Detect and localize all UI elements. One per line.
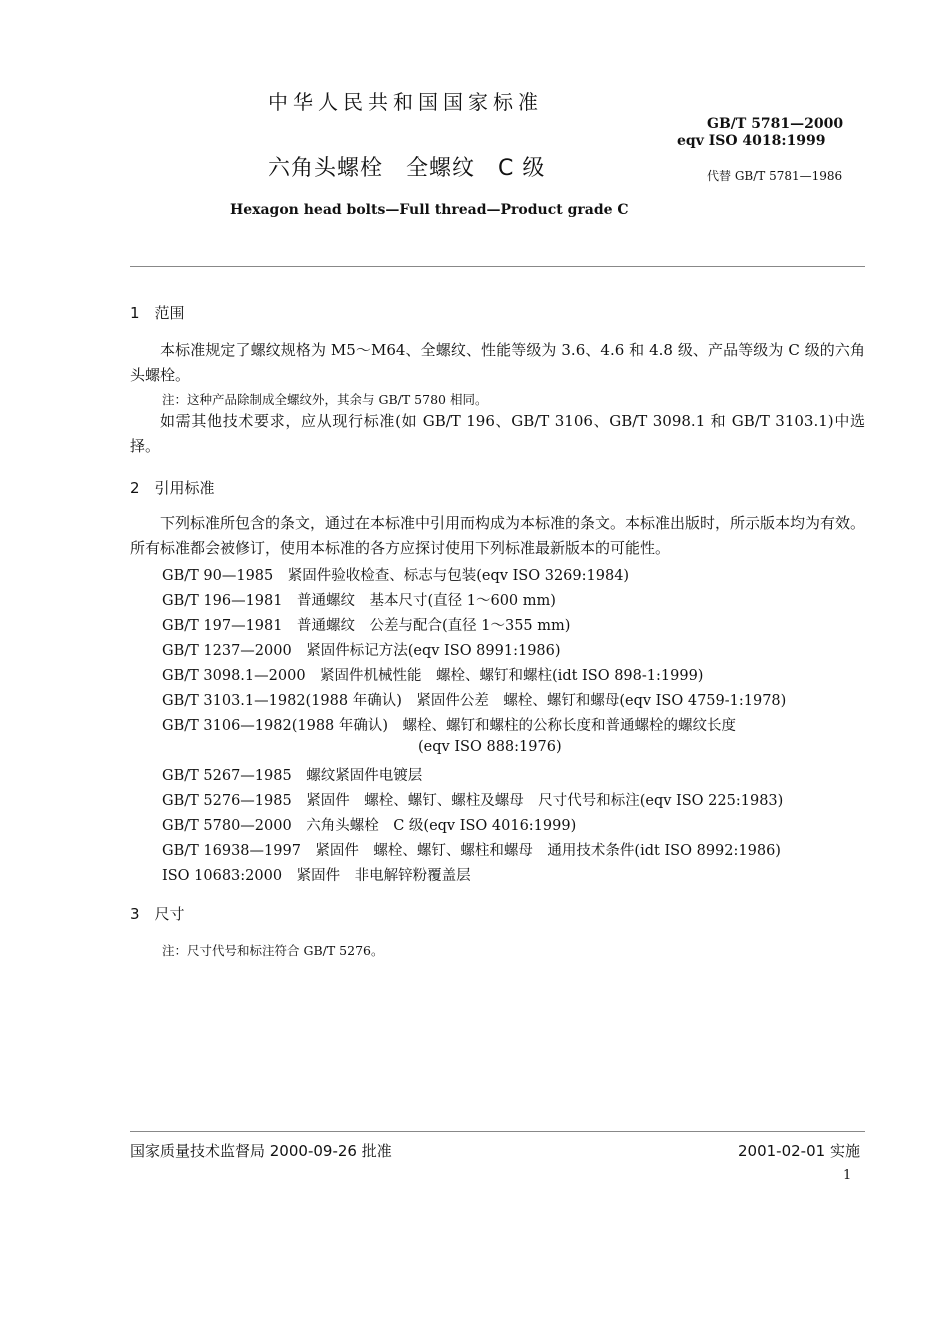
reference-item: GB/T 197—1981 普通螺纹 公差与配合(直径 1～355 mm)	[162, 618, 571, 634]
reference-item: GB/T 16938—1997 紧固件 螺栓、螺钉、螺柱和螺母 通用技术条件(idt ISO 8992:1986)	[162, 843, 781, 859]
section-1-paragraph-1: 本标准规定了螺纹规格为 M5～M64、全螺纹、性能等级为 3.6、4.6 和 4.8 级、产品等级为 C 级的六角头螺栓。	[130, 341, 865, 384]
document-title-chinese: 六角头螺栓 全螺纹 C 级	[268, 156, 546, 181]
replaces-standard: 代替 GB/T 5781—1986	[707, 169, 843, 183]
section-1-heading: 1 范围	[130, 304, 185, 322]
section-2-intro: 下列标准所包含的条文，通过在本标准中引用而构成为本标准的条文。本标准出版时，所示版本均为有效。所有标准都会被修订，使用本标准的各方应探讨使用下列标准最新版本的可能性。	[130, 514, 866, 557]
reference-item-continuation: (eqv ISO 888:1976)	[418, 739, 562, 755]
page-number: 1	[843, 1168, 852, 1183]
standard-number: GB/T 5781—2000	[707, 116, 844, 132]
reference-item: GB/T 5267—1985 螺纹紧固件电镀层	[162, 768, 423, 784]
section-2-heading: 2 引用标准	[130, 479, 215, 497]
section-1-note: 注：这种产品除制成全螺纹外，其余与 GB/T 5780 相同。	[162, 392, 488, 407]
reference-item: GB/T 3098.1—2000 紧固件机械性能 螺栓、螺钉和螺柱(idt ISO 898-1:1999)	[162, 668, 704, 684]
header-divider	[130, 266, 865, 267]
reference-item: GB/T 90—1985 紧固件验收检查、标志与包装(eqv ISO 3269:1984)	[162, 568, 630, 584]
implementation-date: 2001-02-01 实施	[738, 1142, 860, 1160]
national-standard-title: 中华人民共和国国家标准	[268, 90, 543, 114]
reference-item: GB/T 5780—2000 六角头螺栓 C 级(eqv ISO 4016:1999)	[162, 818, 577, 834]
approval-date: 国家质量技术监督局 2000-09-26 批准	[130, 1142, 392, 1160]
section-3-heading: 3 尺寸	[130, 905, 185, 923]
document-title-english: Hexagon head bolts—Full thread—Product grade C	[230, 202, 629, 218]
section-1-paragraph-2: 如需其他技术要求，应从现行标准(如 GB/T 196、GB/T 3106、GB/T 3098.1 和 GB/T 3103.1)中选择。	[130, 412, 865, 455]
reference-item: GB/T 1237—2000 紧固件标记方法(eqv ISO 8991:1986)	[162, 643, 561, 659]
reference-item: GB/T 3103.1—1982(1988 年确认) 紧固件公差 螺栓、螺钉和螺母(eqv ISO 4759-1:1978)	[162, 693, 787, 709]
reference-item: GB/T 196—1981 普通螺纹 基本尺寸(直径 1～600 mm)	[162, 593, 556, 609]
section-3-note: 注：尺寸代号和标注符合 GB/T 5276。	[162, 943, 384, 958]
equivalent-iso-number: eqv ISO 4018:1999	[677, 133, 826, 149]
reference-item: ISO 10683:2000 紧固件 非电解锌粉覆盖层	[162, 868, 471, 884]
footer-divider	[130, 1131, 865, 1132]
reference-item: GB/T 5276—1985 紧固件 螺栓、螺钉、螺柱及螺母 尺寸代号和标注(eqv ISO 225:1983)	[162, 793, 784, 809]
reference-item: GB/T 3106—1982(1988 年确认) 螺栓、螺钉和螺柱的公称长度和普通螺栓的螺纹长度	[162, 718, 737, 734]
